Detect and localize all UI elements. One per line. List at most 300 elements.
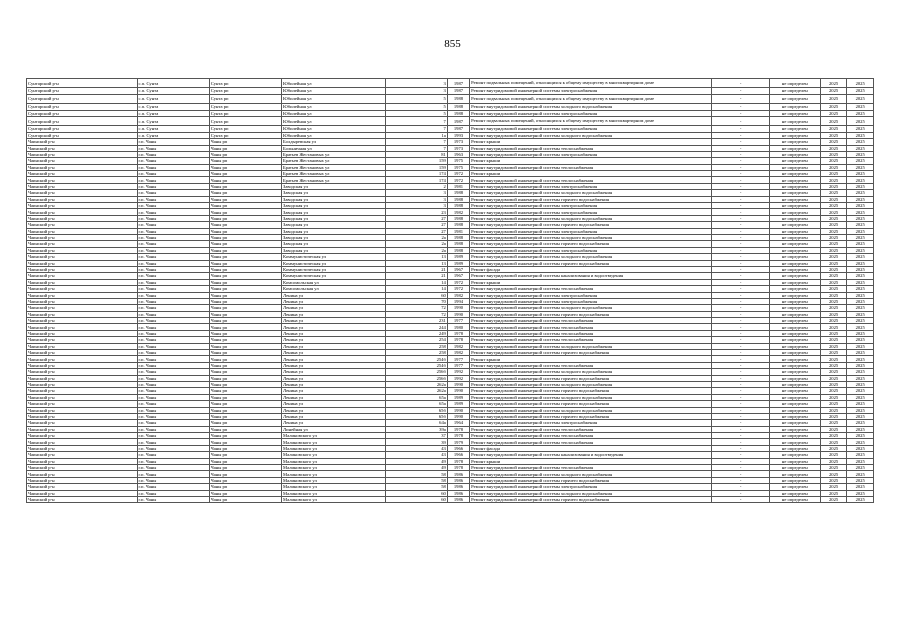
- repair-schedule-table: [26, 78, 874, 503]
- end-year-cell: 2025: [847, 433, 874, 439]
- start-year-cell: 2025: [820, 215, 847, 221]
- end-year-cell: 2025: [847, 241, 874, 247]
- start-year-cell: 2025: [820, 145, 847, 151]
- cost-cell: -: [712, 343, 769, 349]
- contractor-cell: не определен: [769, 452, 820, 458]
- locality-cell: Чаны рп: [209, 362, 281, 368]
- house-number-cell: 3: [386, 88, 448, 94]
- cost-cell: -: [712, 126, 769, 132]
- settlement-cell: г.п. Чаны: [137, 305, 209, 311]
- street-cell: Ленина ул: [282, 311, 386, 317]
- district-cell: Чаинский р-н: [27, 241, 138, 247]
- street-cell: Ленина ул: [282, 362, 386, 368]
- contractor-cell: не определен: [769, 279, 820, 285]
- cost-cell: -: [712, 286, 769, 292]
- year-built-cell: 1989: [447, 394, 469, 400]
- house-number-cell: 7: [386, 126, 448, 132]
- start-year-cell: 2025: [820, 110, 847, 116]
- locality-cell: Чаны рп: [209, 484, 281, 490]
- street-cell: Братьев Жестановых ул: [282, 171, 386, 177]
- house-number-cell: 3: [386, 196, 448, 202]
- locality-cell: Чаны рп: [209, 298, 281, 304]
- street-cell: Юбилейная ул: [282, 94, 386, 103]
- end-year-cell: 2025: [847, 484, 874, 490]
- contractor-cell: не определен: [769, 222, 820, 228]
- district-cell: Чаинский р-н: [27, 343, 138, 349]
- contractor-cell: не определен: [769, 420, 820, 426]
- end-year-cell: 2025: [847, 337, 874, 343]
- street-cell: Заводская ул: [282, 241, 386, 247]
- street-cell: Коммунистическая ул: [282, 254, 386, 260]
- year-built-cell: 1973: [447, 139, 469, 145]
- street-cell: Заводская ул: [282, 209, 386, 215]
- end-year-cell: 2025: [847, 452, 874, 458]
- district-cell: Сунтарский р-н: [27, 88, 138, 94]
- street-cell: Юбилейная ул: [282, 79, 386, 88]
- district-cell: Чаинский р-н: [27, 350, 138, 356]
- table-row: [27, 116, 874, 125]
- contractor-cell: не определен: [769, 215, 820, 221]
- street-cell: Ленина ул: [282, 388, 386, 394]
- start-year-cell: 2025: [820, 452, 847, 458]
- year-built-cell: 1987: [447, 116, 469, 125]
- district-cell: Чаинский р-н: [27, 388, 138, 394]
- locality-cell: Чаны рп: [209, 356, 281, 362]
- start-year-cell: 2025: [820, 330, 847, 336]
- cost-cell: -: [712, 337, 769, 343]
- house-number-cell: 2: [386, 183, 448, 189]
- work-type-cell: Ремонт внутридомовой инженерной системы электроснабжения: [470, 209, 712, 215]
- locality-cell: Чаны рп: [209, 375, 281, 381]
- street-cell: Ленина ул: [282, 305, 386, 311]
- end-year-cell: 2025: [847, 311, 874, 317]
- settlement-cell: г.п. Чаны: [137, 445, 209, 451]
- district-cell: Чаинский р-н: [27, 458, 138, 464]
- cost-cell: -: [712, 394, 769, 400]
- locality-cell: Чаны рп: [209, 343, 281, 349]
- cost-cell: -: [712, 388, 769, 394]
- house-number-cell: 159: [386, 164, 448, 170]
- locality-cell: Чаны рп: [209, 273, 281, 279]
- locality-cell: Чаны рп: [209, 458, 281, 464]
- house-number-cell: 174: [386, 171, 448, 177]
- house-number-cell: 58: [386, 484, 448, 490]
- district-cell: Чаинский р-н: [27, 420, 138, 426]
- end-year-cell: 2025: [847, 215, 874, 221]
- contractor-cell: не определен: [769, 247, 820, 253]
- house-number-cell: 2а: [386, 241, 448, 247]
- work-type-cell: Ремонт крыши: [470, 279, 712, 285]
- contractor-cell: не определен: [769, 497, 820, 503]
- settlement-cell: г.п. Чаны: [137, 394, 209, 400]
- cost-cell: -: [712, 298, 769, 304]
- year-built-cell: 1990: [447, 381, 469, 387]
- contractor-cell: не определен: [769, 388, 820, 394]
- locality-cell: Чаны рп: [209, 183, 281, 189]
- house-number-cell: 159: [386, 158, 448, 164]
- year-built-cell: 1990: [447, 305, 469, 311]
- contractor-cell: не определен: [769, 79, 820, 88]
- work-type-cell: Ремонт внутридомовой инженерной системы горячего водоснабжения: [470, 413, 712, 419]
- end-year-cell: 2025: [847, 362, 874, 368]
- year-built-cell: 1988: [447, 190, 469, 196]
- cost-cell: -: [712, 279, 769, 285]
- settlement-cell: г.п. Чаны: [137, 420, 209, 426]
- start-year-cell: 2025: [820, 477, 847, 483]
- house-number-cell: 2а: [386, 247, 448, 253]
- year-built-cell: 1972: [447, 171, 469, 177]
- end-year-cell: 2025: [847, 445, 874, 451]
- start-year-cell: 2025: [820, 458, 847, 464]
- district-cell: Чаинский р-н: [27, 292, 138, 298]
- district-cell: Чаинский р-н: [27, 266, 138, 272]
- contractor-cell: не определен: [769, 104, 820, 110]
- year-built-cell: 1988: [447, 234, 469, 240]
- street-cell: Юбилейная ул: [282, 116, 386, 125]
- year-built-cell: 1982: [447, 343, 469, 349]
- contractor-cell: не определен: [769, 94, 820, 103]
- locality-cell: Чаны рп: [209, 139, 281, 145]
- year-built-cell: 1988: [447, 215, 469, 221]
- locality-cell: Чаны рп: [209, 401, 281, 407]
- settlement-cell: г.п. Чаны: [137, 215, 209, 221]
- locality-cell: Чаны рп: [209, 145, 281, 151]
- settlement-cell: г.п. Чаны: [137, 458, 209, 464]
- house-number-cell: 27: [386, 228, 448, 234]
- house-number-cell: 23: [386, 209, 448, 215]
- year-built-cell: 1972: [447, 286, 469, 292]
- work-type-cell: Ремонт внутридомовой инженерной системы горячего водоснабжения: [470, 477, 712, 483]
- street-cell: Малиновского ул: [282, 471, 386, 477]
- locality-cell: Чаны рп: [209, 337, 281, 343]
- settlement-cell: г.п. Чаны: [137, 497, 209, 503]
- year-built-cell: 1973: [447, 145, 469, 151]
- contractor-cell: не определен: [769, 164, 820, 170]
- cost-cell: -: [712, 171, 769, 177]
- settlement-cell: г.п. Чаны: [137, 324, 209, 330]
- year-built-cell: 1988: [447, 241, 469, 247]
- work-type-cell: Ремонт фасада: [470, 266, 712, 272]
- district-cell: Чаинский р-н: [27, 183, 138, 189]
- cost-cell: -: [712, 247, 769, 253]
- district-cell: Чаинский р-н: [27, 471, 138, 477]
- year-built-cell: 1989: [447, 260, 469, 266]
- locality-cell: Чаны рп: [209, 164, 281, 170]
- locality-cell: Чаны рп: [209, 151, 281, 157]
- contractor-cell: не определен: [769, 394, 820, 400]
- year-built-cell: 1986: [447, 484, 469, 490]
- settlement-cell: с.п. Сунта: [137, 132, 209, 138]
- work-type-cell: Ремонт внутридомовой инженерной системы горячего водоснабжения: [470, 311, 712, 317]
- settlement-cell: г.п. Чаны: [137, 190, 209, 196]
- year-built-cell: 1993: [447, 132, 469, 138]
- contractor-cell: не определен: [769, 203, 820, 209]
- end-year-cell: 2025: [847, 158, 874, 164]
- house-number-cell: 244: [386, 324, 448, 330]
- street-cell: Ленина ул: [282, 337, 386, 343]
- district-cell: Сунтарский р-н: [27, 126, 138, 132]
- settlement-cell: г.п. Чаны: [137, 298, 209, 304]
- settlement-cell: г.п. Чаны: [137, 177, 209, 183]
- start-year-cell: 2025: [820, 413, 847, 419]
- contractor-cell: не определен: [769, 266, 820, 272]
- district-cell: Чаинский р-н: [27, 158, 138, 164]
- street-cell: Ленина ул: [282, 420, 386, 426]
- street-cell: Братьев Жестановых ул: [282, 151, 386, 157]
- work-type-cell: Ремонт внутридомовой инженерной системы теплоснабжения: [470, 145, 712, 151]
- locality-cell: Чаны рп: [209, 318, 281, 324]
- cost-cell: -: [712, 420, 769, 426]
- end-year-cell: 2025: [847, 439, 874, 445]
- table-row: [27, 79, 874, 88]
- house-number-cell: 60: [386, 490, 448, 496]
- end-year-cell: 2025: [847, 151, 874, 157]
- work-type-cell: Ремонт внутридомовой инженерной системы теплоснабжения: [470, 362, 712, 368]
- start-year-cell: 2025: [820, 254, 847, 260]
- settlement-cell: с.п. Сунта: [137, 104, 209, 110]
- cost-cell: -: [712, 362, 769, 368]
- district-cell: Чаинский р-н: [27, 215, 138, 221]
- settlement-cell: г.п. Чаны: [137, 247, 209, 253]
- work-type-cell: Ремонт внутридомовой инженерной системы горячего водоснабжения: [470, 241, 712, 247]
- end-year-cell: 2025: [847, 203, 874, 209]
- locality-cell: Сунта рп: [209, 126, 281, 132]
- locality-cell: Чаны рп: [209, 394, 281, 400]
- district-cell: Чаинский р-н: [27, 311, 138, 317]
- end-year-cell: 2025: [847, 196, 874, 202]
- contractor-cell: не определен: [769, 234, 820, 240]
- district-cell: Чаинский р-н: [27, 375, 138, 381]
- street-cell: Ленина ул: [282, 381, 386, 387]
- locality-cell: Чаны рп: [209, 388, 281, 394]
- end-year-cell: 2025: [847, 292, 874, 298]
- work-type-cell: Ремонт внутридомовой инженерной системы горячего водоснабжения: [470, 350, 712, 356]
- contractor-cell: не определен: [769, 324, 820, 330]
- settlement-cell: г.п. Чаны: [137, 426, 209, 432]
- year-built-cell: 1978: [447, 426, 469, 432]
- settlement-cell: г.п. Чаны: [137, 381, 209, 387]
- house-number-cell: 3: [386, 203, 448, 209]
- contractor-cell: не определен: [769, 116, 820, 125]
- cost-cell: -: [712, 254, 769, 260]
- settlement-cell: г.п. Чаны: [137, 183, 209, 189]
- end-year-cell: 2025: [847, 458, 874, 464]
- locality-cell: Чаны рп: [209, 330, 281, 336]
- cost-cell: -: [712, 164, 769, 170]
- settlement-cell: г.п. Чаны: [137, 477, 209, 483]
- year-built-cell: 1986: [447, 477, 469, 483]
- house-number-cell: 1а: [386, 132, 448, 138]
- street-cell: Братьев Жестановых ул: [282, 164, 386, 170]
- locality-cell: Сунта рп: [209, 104, 281, 110]
- end-year-cell: 2025: [847, 145, 874, 151]
- year-built-cell: 1990: [447, 311, 469, 317]
- contractor-cell: не определен: [769, 209, 820, 215]
- year-built-cell: 1979: [447, 439, 469, 445]
- year-built-cell: 1981: [447, 228, 469, 234]
- locality-cell: Чаны рп: [209, 471, 281, 477]
- contractor-cell: не определен: [769, 445, 820, 451]
- start-year-cell: 2025: [820, 88, 847, 94]
- year-built-cell: 1988: [447, 203, 469, 209]
- contractor-cell: не определен: [769, 254, 820, 260]
- locality-cell: Чаны рп: [209, 254, 281, 260]
- work-type-cell: Ремонт крыши: [470, 356, 712, 362]
- work-type-cell: Ремонт внутридомовой инженерной системы электроснабжения: [470, 110, 712, 116]
- street-cell: Малиновского ул: [282, 458, 386, 464]
- street-cell: Комсомольская ул: [282, 286, 386, 292]
- cost-cell: -: [712, 439, 769, 445]
- work-type-cell: Ремонт внутридомовой инженерной системы горячего водоснабжения: [470, 260, 712, 266]
- house-number-cell: 13: [386, 260, 448, 266]
- district-cell: Чаинский р-н: [27, 260, 138, 266]
- settlement-cell: г.п. Чаны: [137, 260, 209, 266]
- start-year-cell: 2025: [820, 164, 847, 170]
- district-cell: Чаинский р-н: [27, 273, 138, 279]
- house-number-cell: 81: [386, 151, 448, 157]
- locality-cell: Сунта рп: [209, 94, 281, 103]
- end-year-cell: 2025: [847, 139, 874, 145]
- year-built-cell: 1975: [447, 164, 469, 170]
- cost-cell: -: [712, 477, 769, 483]
- settlement-cell: г.п. Чаны: [137, 254, 209, 260]
- house-number-cell: 262а: [386, 388, 448, 394]
- district-cell: Сунтарский р-н: [27, 94, 138, 103]
- cost-cell: -: [712, 273, 769, 279]
- work-type-cell: Ремонт внутридомовой инженерной системы холодного водоснабжения: [470, 343, 712, 349]
- work-type-cell: Ремонт внутридомовой инженерной системы холодного водоснабжения: [470, 394, 712, 400]
- year-built-cell: 1975: [447, 158, 469, 164]
- street-cell: Заводская ул: [282, 183, 386, 189]
- start-year-cell: 2025: [820, 337, 847, 343]
- start-year-cell: 2025: [820, 305, 847, 311]
- end-year-cell: 2025: [847, 209, 874, 215]
- street-cell: Малиновского ул: [282, 452, 386, 458]
- district-cell: Чаинский р-н: [27, 477, 138, 483]
- house-number-cell: 254б: [386, 356, 448, 362]
- cost-cell: -: [712, 145, 769, 151]
- start-year-cell: 2025: [820, 266, 847, 272]
- street-cell: Заводская ул: [282, 215, 386, 221]
- locality-cell: Сунта рп: [209, 110, 281, 116]
- work-type-cell: Ремонт внутридомовой инженерной системы холодного водоснабжения: [470, 407, 712, 413]
- district-cell: Чаинский р-н: [27, 247, 138, 253]
- settlement-cell: с.п. Сунта: [137, 88, 209, 94]
- settlement-cell: г.п. Чаны: [137, 318, 209, 324]
- year-built-cell: 1982: [447, 209, 469, 215]
- end-year-cell: 2025: [847, 413, 874, 419]
- street-cell: Ленина ул: [282, 394, 386, 400]
- settlement-cell: г.п. Чаны: [137, 222, 209, 228]
- start-year-cell: 2025: [820, 407, 847, 413]
- start-year-cell: 2025: [820, 116, 847, 125]
- contractor-cell: не определен: [769, 350, 820, 356]
- contractor-cell: не определен: [769, 490, 820, 496]
- cost-cell: -: [712, 413, 769, 419]
- page-number: 855: [444, 38, 461, 50]
- work-type-cell: Ремонт внутридомовой инженерной системы горячего водоснабжения: [470, 375, 712, 381]
- district-cell: Сунтарский р-н: [27, 110, 138, 116]
- cost-cell: -: [712, 369, 769, 375]
- cost-cell: -: [712, 490, 769, 496]
- district-cell: Чаинский р-н: [27, 318, 138, 324]
- locality-cell: Чаны рп: [209, 452, 281, 458]
- end-year-cell: 2025: [847, 343, 874, 349]
- contractor-cell: не определен: [769, 228, 820, 234]
- house-number-cell: 5: [386, 110, 448, 116]
- street-cell: Братьев Жестановых ул: [282, 158, 386, 164]
- start-year-cell: 2025: [820, 286, 847, 292]
- start-year-cell: 2025: [820, 241, 847, 247]
- contractor-cell: не определен: [769, 369, 820, 375]
- year-built-cell: 1977: [447, 362, 469, 368]
- contractor-cell: не определен: [769, 132, 820, 138]
- end-year-cell: 2025: [847, 260, 874, 266]
- start-year-cell: 2025: [820, 445, 847, 451]
- contractor-cell: не определен: [769, 337, 820, 343]
- locality-cell: Чаны рп: [209, 234, 281, 240]
- end-year-cell: 2025: [847, 222, 874, 228]
- start-year-cell: 2025: [820, 79, 847, 88]
- end-year-cell: 2025: [847, 490, 874, 496]
- settlement-cell: г.п. Чаны: [137, 433, 209, 439]
- locality-cell: Сунта рп: [209, 79, 281, 88]
- end-year-cell: 2025: [847, 126, 874, 132]
- start-year-cell: 2025: [820, 471, 847, 477]
- district-cell: Чаинский р-н: [27, 413, 138, 419]
- cost-cell: -: [712, 452, 769, 458]
- house-number-cell: 256б: [386, 369, 448, 375]
- year-built-cell: 1987: [447, 79, 469, 88]
- locality-cell: Сунта рп: [209, 116, 281, 125]
- work-type-cell: Ремонт внутридомовой инженерной системы холодного водоснабжения: [470, 381, 712, 387]
- end-year-cell: 2025: [847, 88, 874, 94]
- street-cell: Юбилейная ул: [282, 110, 386, 116]
- end-year-cell: 2025: [847, 497, 874, 503]
- district-cell: Чаинский р-н: [27, 394, 138, 400]
- street-cell: Ленина ул: [282, 350, 386, 356]
- settlement-cell: г.п. Чаны: [137, 401, 209, 407]
- house-number-cell: 21: [386, 266, 448, 272]
- start-year-cell: 2025: [820, 375, 847, 381]
- settlement-cell: г.п. Чаны: [137, 139, 209, 145]
- locality-cell: Чаны рп: [209, 426, 281, 432]
- district-cell: Чаинский р-н: [27, 337, 138, 343]
- contractor-cell: не определен: [769, 413, 820, 419]
- house-number-cell: 14: [386, 279, 448, 285]
- street-cell: Коммунистическая ул: [282, 273, 386, 279]
- start-year-cell: 2025: [820, 401, 847, 407]
- settlement-cell: г.п. Чаны: [137, 209, 209, 215]
- district-cell: Чаинский р-н: [27, 381, 138, 387]
- locality-cell: Чаны рп: [209, 196, 281, 202]
- settlement-cell: г.п. Чаны: [137, 337, 209, 343]
- settlement-cell: г.п. Чаны: [137, 362, 209, 368]
- work-type-cell: Ремонт внутридомовой инженерной системы горячего водоснабжения: [470, 222, 712, 228]
- year-built-cell: 1987: [447, 126, 469, 132]
- settlement-cell: г.п. Чаны: [137, 203, 209, 209]
- district-cell: Чаинский р-н: [27, 369, 138, 375]
- cost-cell: -: [712, 471, 769, 477]
- district-cell: Чаинский р-н: [27, 279, 138, 285]
- end-year-cell: 2025: [847, 177, 874, 183]
- work-type-cell: Ремонт внутридомовой инженерной системы холодного водоснабжения: [470, 305, 712, 311]
- repair-schedule-table-container: [26, 78, 874, 503]
- locality-cell: Чаны рп: [209, 407, 281, 413]
- district-cell: Чаинский р-н: [27, 145, 138, 151]
- end-year-cell: 2025: [847, 228, 874, 234]
- street-cell: Ленина ул: [282, 318, 386, 324]
